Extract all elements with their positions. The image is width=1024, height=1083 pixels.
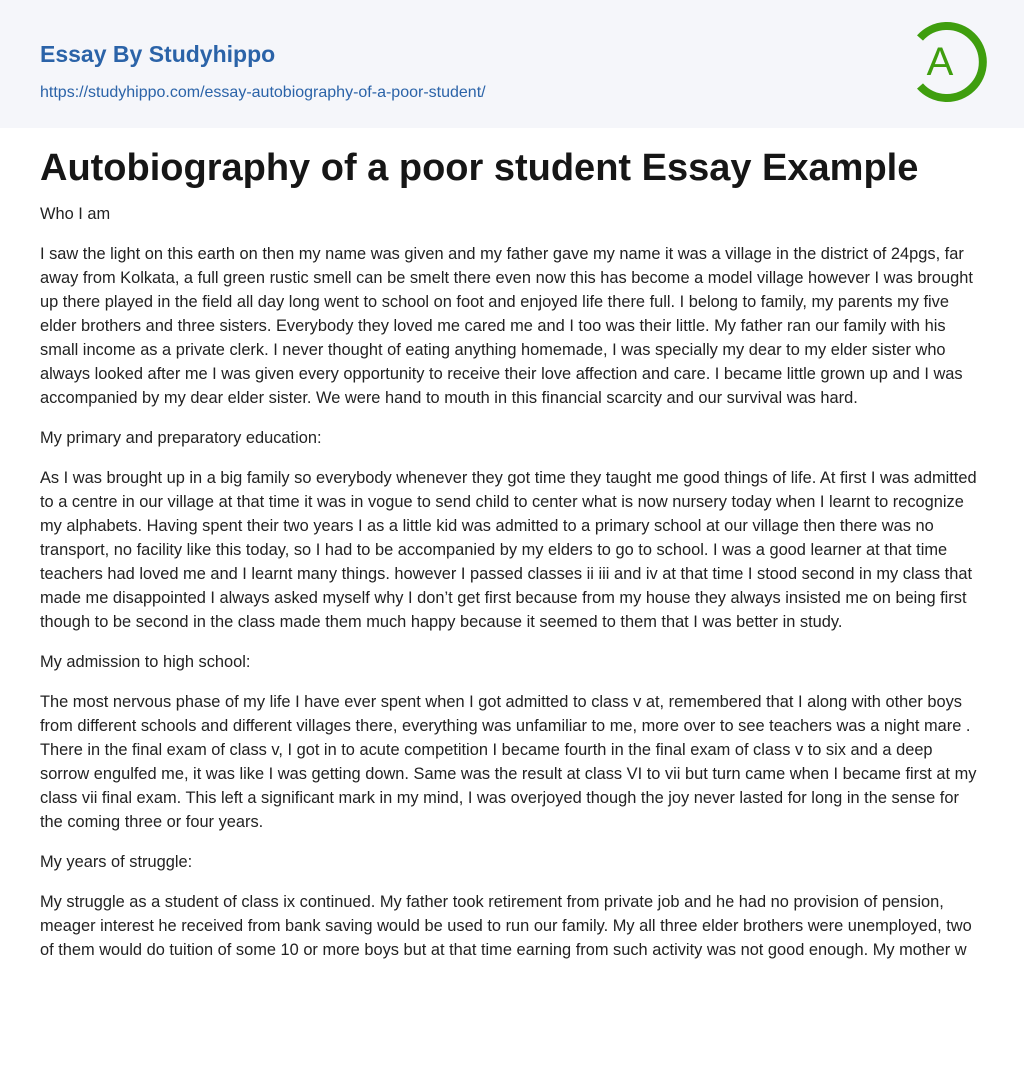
site-header <box>0 0 1024 128</box>
section-heading: Who I am <box>40 205 111 223</box>
section-heading: My primary and preparatory education: <box>40 429 322 447</box>
essay-url-link[interactable]: https://studyhippo.com/essay-autobiography-of-a-poor-student/ <box>40 84 486 101</box>
studyhippo-logo-icon[interactable] <box>904 20 988 104</box>
page-title: Autobiography of a poor student Essay Example <box>40 147 919 189</box>
paragraph: The most nervous phase of my life I have ever spent when I got admitted to class v at, remembered that I along with other boys from different schools and different villages there, everything was unfamiliar to me, more over to see teachers was a night mare . There in the final exam of class v, I got in to acute competition I became fourth in the final exam of class v to six and a deep sorrow engulfed me, it was like I was getting down. Same was the result at class VI to vii but turn came when I became first at my class vii final exam. This left a significant mark in my mind, I was overjoyed though the joy never lasted for long in the sense for the coming three or four years. <box>40 693 977 831</box>
section-heading: My years of struggle: <box>40 853 193 871</box>
logo-letter: A <box>926 40 954 84</box>
paragraph: My struggle as a student of class ix continued. My father took retirement from private job and he had no provision of pension, meager interest he received from bank saving would be used to run our family. My all three elder brothers were unemployed, two of them would do tuition of some 10 or more boys but at that time earning from such activity was not good enough. My mother w <box>40 893 972 959</box>
section-heading: My admission to high school: <box>40 653 251 671</box>
essay-body <box>0 190 1024 962</box>
paragraph: I saw the light on this earth on then my name was given and my father gave my name it was a village in the district of 24pgs, far away from Kolkata, a full green rustic smell can be smelt there even now this has become a model village however I was brought up there played in the field all day long went to school on foot and enjoyed life there full. I belong to family, my parents my five elder brothers and three sisters. Everybody they loved me cared me and I too was their little. My father ran our family with his small income as a private clerk. I never thought of eating anything homemade, I was specially my dear to my elder sister who always looked after me I was given every opportunity to receive their love affection and care. I became little grown up and I was accompanied by my dear elder sister. We were hand to mouth in this financial scarcity and our survival was hard. <box>40 245 973 407</box>
brand-name: Essay By Studyhippo <box>40 41 276 67</box>
paragraph: As I was brought up in a big family so everybody whenever they got time they taught me good things of life. At first I was admitted to a centre in our village at that time it was in vogue to send child to center what is now nursery today when I learnt to recognize my alphabets. Having spent their two years I as a little kid was admitted to a primary school at our village then there was no transport, no facility like this today, so I had to be accompanied by my elders to go to school. I was a good learner at that time teachers had loved me and I learnt many things. however I passed classes ii iii and iv at that time I stood second in my class that made me disappointed I always asked myself why I don’t get first because from my house they always insisted me on being first though to be second in the class made them much happy because it seemed to them that I was better in study. <box>40 469 977 631</box>
